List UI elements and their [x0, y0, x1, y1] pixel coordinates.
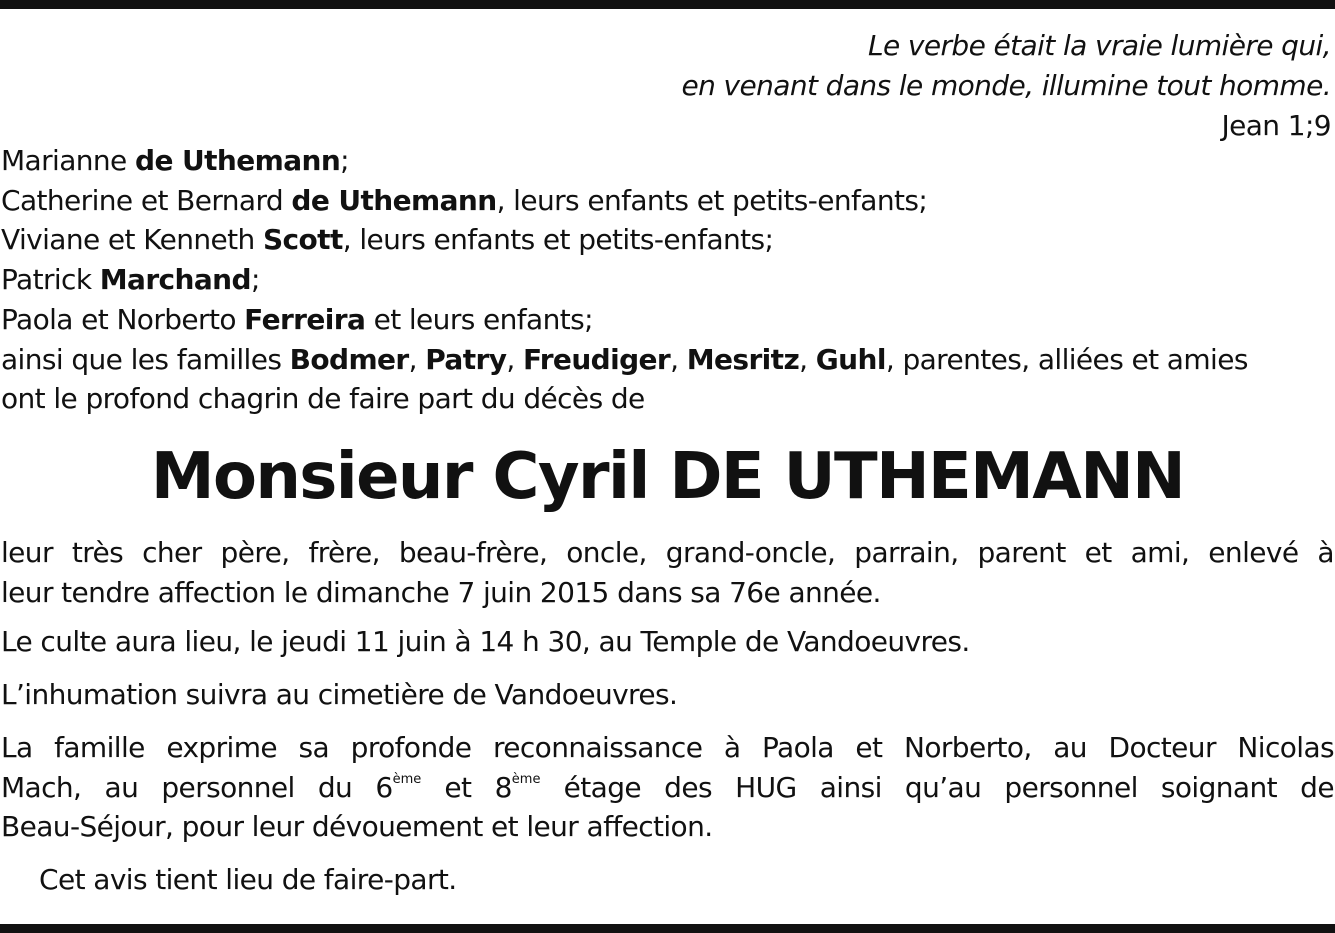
- family-first-names: Paola et Norberto: [1, 302, 245, 336]
- verse-line-1: Le verbe était la vraie lumière qui,: [868, 29, 1331, 62]
- family-suffix: , leurs enfants et petits-enfants;: [496, 183, 928, 217]
- paragraph-line: [1, 768, 1334, 808]
- text-run: et 8: [421, 770, 512, 804]
- text-run: Mach, au personnel du 6: [1, 770, 393, 804]
- deceased-name: Monsieur Cyril DE UTHEMANN: [150, 440, 1185, 514]
- extended-suffix: , parentes, alliées et amies: [885, 342, 1248, 376]
- family-surname: Scott: [262, 223, 343, 257]
- thanks-paragraph: [1, 728, 1334, 847]
- paragraph-line: leur tendre affection le dimanche 7 juin 2015 dans sa 76e année.: [1, 575, 881, 609]
- top-rule: [0, 0, 1335, 9]
- text-run: étage des HUG ainsi qu’au personnel soignant de: [540, 770, 1334, 804]
- separator: ,: [799, 342, 816, 376]
- family-row: [1, 220, 1248, 260]
- family-suffix: , leurs enfants et petits-enfants;: [342, 223, 774, 257]
- family-row-extended: [1, 340, 1248, 380]
- family-surname: Ferreira: [244, 302, 366, 336]
- verse-line-2: en venant dans le monde, illumine tout homme.: [681, 69, 1331, 102]
- epigraph-verse: [681, 26, 1331, 146]
- separator: ,: [670, 342, 687, 376]
- service-paragraph: Le culte aura lieu, le jeudi 11 juin à 14 h 30, au Temple de Vandoeuvres.: [1, 625, 970, 658]
- closing-note: Cet avis tient lieu de faire-part.: [39, 863, 457, 896]
- family-list: [1, 141, 1248, 419]
- paragraph-line: leur très cher père, frère, beau-frère, oncle, grand-oncle, parrain, parent et ami, enlevé à: [1, 536, 1334, 569]
- ordinal-superscript: ème: [392, 771, 422, 787]
- family-row: [1, 300, 1248, 340]
- separator: ,: [408, 342, 426, 376]
- extended-prefix: ainsi que les familles: [1, 342, 290, 376]
- family-suffix: et leurs enfants;: [365, 302, 593, 336]
- verse-reference: Jean 1;9: [1221, 109, 1331, 142]
- paragraph-line: Beau-Séjour, pour leur dévouement et leur affection.: [1, 810, 713, 843]
- paragraph-line: La famille exprime sa profonde reconnaissance à Paola et Norberto, au Docteur Nicolas: [1, 731, 1334, 764]
- family-row: [1, 141, 1248, 181]
- family-surname: de Uthemann: [291, 183, 497, 217]
- extended-surname: Mesritz: [686, 342, 800, 376]
- family-suffix: ;: [250, 263, 260, 297]
- extended-surname: Bodmer: [289, 342, 409, 376]
- separator: ,: [506, 342, 523, 376]
- family-first-names: Patrick: [1, 263, 100, 297]
- bottom-rule: [0, 924, 1335, 933]
- family-row: [1, 181, 1248, 221]
- burial-paragraph: L’inhumation suivra au cimetière de Vandoeuvres.: [1, 678, 678, 711]
- family-first-names: Catherine et Bernard: [1, 183, 292, 217]
- family-surname: de Uthemann: [135, 144, 341, 177]
- family-row: [1, 260, 1248, 300]
- family-first-names: Viviane et Kenneth: [1, 223, 263, 257]
- family-surname: Marchand: [99, 263, 251, 297]
- extended-surname: Patry: [425, 342, 507, 376]
- announcement-line: ont le profond chagrin de faire part du décès de: [1, 382, 645, 416]
- relationship-paragraph: [1, 533, 1334, 612]
- extended-surname: Guhl: [815, 342, 886, 376]
- family-suffix: ;: [340, 144, 350, 177]
- ordinal-superscript: ème: [511, 771, 541, 787]
- extended-surname: Freudiger: [522, 342, 671, 376]
- family-first-names: Marianne: [1, 144, 135, 177]
